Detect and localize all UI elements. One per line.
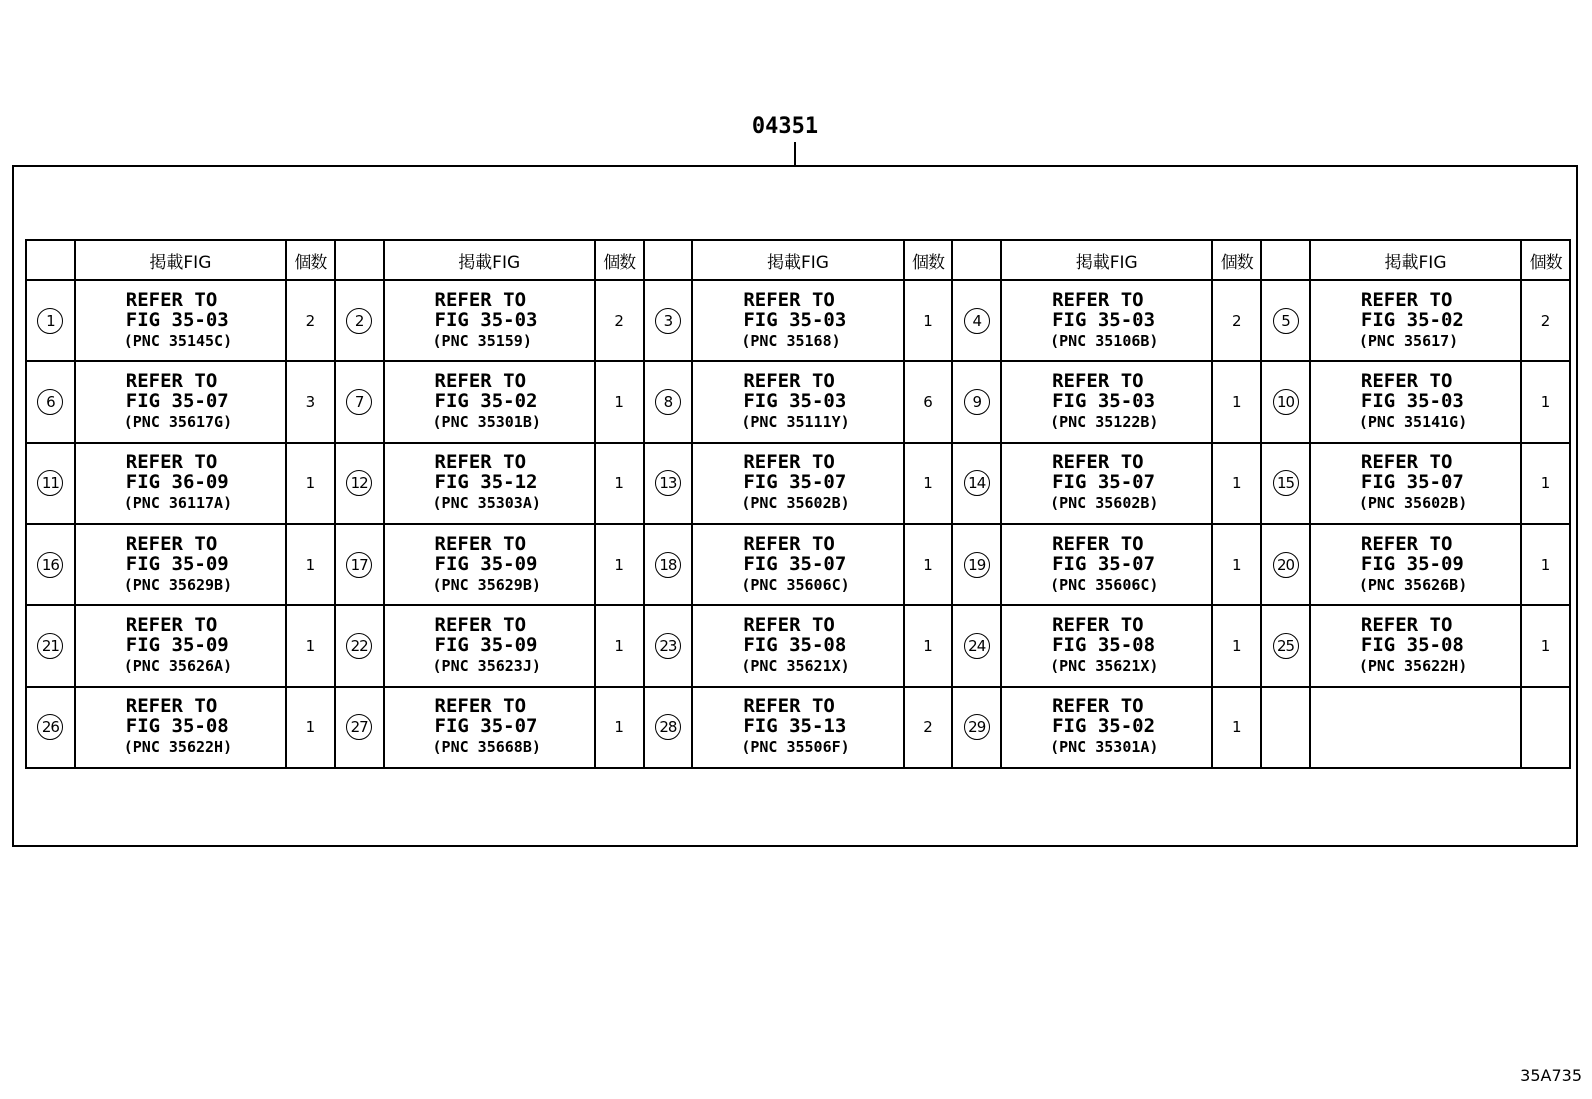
fig-reference: FIG 35-07 xyxy=(434,715,538,738)
table-row xyxy=(26,605,1570,686)
item-number-cell xyxy=(26,605,75,686)
item-reference-cell xyxy=(384,687,595,768)
header-number-cell xyxy=(952,240,1001,280)
item-number-cell xyxy=(26,361,75,442)
fig-reference: FIG 35-03 xyxy=(1052,389,1156,412)
item-number-cell xyxy=(1261,524,1310,605)
item-number-cell xyxy=(1261,361,1310,442)
item-quantity-cell: 1 xyxy=(1521,443,1570,524)
item-number-cell xyxy=(335,605,384,686)
item-number-cell xyxy=(335,524,384,605)
item-quantity-cell: 1 xyxy=(286,443,335,524)
refer-to-text: REFER TO xyxy=(125,451,218,474)
fig-reference: FIG 35-08 xyxy=(743,633,847,656)
circled-item-number: 12 xyxy=(346,470,372,496)
item-reference-cell xyxy=(692,605,903,686)
item-reference-cell xyxy=(1001,605,1212,686)
pnc-code: (PNC 35303A) xyxy=(432,494,541,513)
pnc-code: (PNC 35145C) xyxy=(123,331,233,350)
item-number-cell xyxy=(26,280,75,361)
fig-reference: FIG 35-13 xyxy=(743,715,847,738)
item-quantity-cell: 1 xyxy=(1521,605,1570,686)
header-number-cell xyxy=(644,240,693,280)
circled-item-number: 10 xyxy=(1273,389,1299,415)
item-reference-cell xyxy=(75,605,286,686)
header-ref-cell: 掲載FIG xyxy=(1001,240,1212,280)
fig-reference: FIG 35-08 xyxy=(1360,633,1464,656)
pnc-code: (PNC 35506F) xyxy=(741,738,850,757)
refer-to-text: REFER TO xyxy=(1360,532,1453,555)
header-qty-cell: 個数 xyxy=(904,240,953,280)
circled-item-number: 8 xyxy=(655,389,681,415)
circled-item-number: 9 xyxy=(964,389,990,415)
item-number-cell xyxy=(644,361,693,442)
item-reference-cell xyxy=(1001,687,1212,768)
item-reference-cell xyxy=(384,361,595,442)
fig-reference: FIG 36-09 xyxy=(125,471,229,494)
pnc-code: (PNC 35629B) xyxy=(123,575,233,594)
item-number-cell xyxy=(26,687,75,768)
refer-to-text: REFER TO xyxy=(434,695,527,718)
circled-item-number: 14 xyxy=(964,470,990,496)
pnc-code: (PNC 35602B) xyxy=(741,494,850,513)
circled-item-number: 6 xyxy=(37,389,63,415)
item-quantity-cell: 1 xyxy=(1212,361,1261,442)
fig-reference: FIG 35-07 xyxy=(743,471,847,494)
item-number-cell xyxy=(952,605,1001,686)
item-quantity-cell: 2 xyxy=(286,280,335,361)
item-quantity-cell: 6 xyxy=(904,361,953,442)
item-quantity-cell: 3 xyxy=(286,361,335,442)
item-reference-cell xyxy=(692,361,903,442)
circled-item-number: 7 xyxy=(346,389,372,415)
circled-item-number: 11 xyxy=(37,470,63,496)
pnc-code: (PNC 35606C) xyxy=(741,575,850,594)
fig-reference: FIG 35-07 xyxy=(125,389,229,412)
table-row xyxy=(26,687,1570,768)
table-row xyxy=(26,524,1570,605)
header-ref-cell: 掲載FIG xyxy=(1310,240,1521,280)
header-ref-cell: 掲載FIG xyxy=(384,240,595,280)
item-reference-cell xyxy=(1001,280,1212,361)
circled-item-number: 15 xyxy=(1273,470,1299,496)
circled-item-number: 21 xyxy=(37,633,63,659)
circled-item-number: 4 xyxy=(964,308,990,334)
item-quantity-cell: 1 xyxy=(904,605,953,686)
pnc-code: (PNC 35606C) xyxy=(1050,575,1159,594)
table-row xyxy=(26,280,1570,361)
circled-item-number: 20 xyxy=(1273,552,1299,578)
refer-to-text: REFER TO xyxy=(1052,613,1144,636)
header-qty-cell: 個数 xyxy=(286,240,335,280)
item-quantity-cell: 1 xyxy=(595,524,644,605)
refer-to-text: REFER TO xyxy=(125,288,218,311)
item-number-cell xyxy=(952,687,1001,768)
item-quantity-cell: 1 xyxy=(1212,443,1261,524)
fig-reference: FIG 35-03 xyxy=(125,308,229,331)
refer-to-text: REFER TO xyxy=(434,369,527,392)
pnc-code: (PNC 35301A) xyxy=(1050,738,1159,757)
pnc-code: (PNC 35629B) xyxy=(432,575,541,594)
circled-item-number: 13 xyxy=(655,470,681,496)
refer-to-text: REFER TO xyxy=(1052,288,1144,311)
item-quantity-cell: 1 xyxy=(286,524,335,605)
item-reference-cell xyxy=(75,361,286,442)
refer-to-text: REFER TO xyxy=(125,613,218,636)
item-number-cell xyxy=(644,443,693,524)
item-reference-cell xyxy=(384,605,595,686)
circled-item-number: 19 xyxy=(964,552,990,578)
item-reference-cell xyxy=(75,280,286,361)
item-reference-cell xyxy=(1310,605,1521,686)
item-quantity-cell: 1 xyxy=(1521,361,1570,442)
refer-to-text: REFER TO xyxy=(743,288,835,311)
pnc-code: (PNC 35668B) xyxy=(432,738,541,757)
refer-to-text: REFER TO xyxy=(1360,613,1453,636)
item-number-cell xyxy=(952,443,1001,524)
fig-reference: FIG 35-09 xyxy=(125,552,229,575)
item-number-cell xyxy=(1261,605,1310,686)
header-number-cell xyxy=(26,240,75,280)
pnc-code: (PNC 35106B) xyxy=(1050,331,1159,350)
pnc-code: (PNC 35617) xyxy=(1358,331,1459,350)
circled-item-number: 16 xyxy=(37,552,63,578)
item-reference-cell xyxy=(692,524,903,605)
header-ref-cell: 掲載FIG xyxy=(692,240,903,280)
item-number-cell xyxy=(952,361,1001,442)
item-number-cell xyxy=(644,687,693,768)
item-reference-cell xyxy=(1310,687,1521,768)
refer-to-text: REFER TO xyxy=(1052,451,1144,474)
item-quantity-cell: 1 xyxy=(1521,524,1570,605)
header-number-cell xyxy=(1261,240,1310,280)
item-number-cell xyxy=(335,687,384,768)
item-reference-cell xyxy=(1001,443,1212,524)
table-row xyxy=(26,443,1570,524)
item-reference-cell xyxy=(1310,524,1521,605)
pnc-code: (PNC 35301B) xyxy=(432,412,541,431)
item-reference-cell xyxy=(75,524,286,605)
refer-to-text: REFER TO xyxy=(743,695,835,718)
refer-to-text: REFER TO xyxy=(1360,451,1453,474)
assembly-number: 04351 xyxy=(751,114,819,139)
item-reference-cell xyxy=(384,280,595,361)
fig-reference: FIG 35-02 xyxy=(434,389,538,412)
circled-item-number: 3 xyxy=(655,308,681,334)
item-reference-cell xyxy=(692,280,903,361)
item-quantity-cell: 1 xyxy=(1212,524,1261,605)
item-quantity-cell: 1 xyxy=(286,687,335,768)
refer-to-text: REFER TO xyxy=(1052,369,1144,392)
item-reference-cell xyxy=(1310,443,1521,524)
fig-reference: FIG 35-02 xyxy=(1360,308,1464,331)
item-number-cell xyxy=(952,280,1001,361)
fig-reference: FIG 35-02 xyxy=(1052,715,1156,738)
item-number-cell xyxy=(644,280,693,361)
item-number-cell xyxy=(335,280,384,361)
table-row xyxy=(26,361,1570,442)
item-reference-cell xyxy=(75,687,286,768)
pnc-code: (PNC 35622H) xyxy=(1358,656,1468,675)
pnc-code: (PNC 35617G) xyxy=(123,412,233,431)
item-number-cell xyxy=(335,443,384,524)
item-reference-cell xyxy=(384,524,595,605)
item-number-cell xyxy=(644,605,693,686)
item-quantity-cell: 1 xyxy=(904,280,953,361)
pnc-code: (PNC 35141G) xyxy=(1358,412,1468,431)
item-quantity-cell: 1 xyxy=(904,524,953,605)
fig-reference: FIG 35-03 xyxy=(743,308,847,331)
item-quantity-cell: 1 xyxy=(286,605,335,686)
item-reference-cell xyxy=(1310,361,1521,442)
circled-item-number: 17 xyxy=(346,552,372,578)
circled-item-number: 1 xyxy=(37,308,63,334)
item-reference-cell xyxy=(1001,361,1212,442)
item-quantity-cell: 1 xyxy=(595,443,644,524)
refer-to-text: REFER TO xyxy=(125,369,218,392)
item-reference-cell xyxy=(1310,280,1521,361)
circled-item-number: 22 xyxy=(346,633,372,659)
fig-reference: FIG 35-09 xyxy=(434,552,538,575)
refer-to-text: REFER TO xyxy=(743,613,835,636)
circled-item-number: 29 xyxy=(964,714,990,740)
item-number-cell xyxy=(26,443,75,524)
parts-reference-table xyxy=(25,239,1571,769)
item-quantity-cell: 2 xyxy=(595,280,644,361)
leader-line xyxy=(794,142,796,166)
item-number-cell xyxy=(644,524,693,605)
refer-to-text: REFER TO xyxy=(434,288,527,311)
fig-reference: FIG 35-09 xyxy=(434,633,538,656)
item-quantity-cell: 2 xyxy=(1521,280,1570,361)
refer-to-text: REFER TO xyxy=(434,451,527,474)
item-quantity-cell: 1 xyxy=(595,687,644,768)
fig-reference: FIG 35-12 xyxy=(434,471,538,494)
circled-item-number: 28 xyxy=(655,714,681,740)
circled-item-number: 27 xyxy=(346,714,372,740)
refer-to-text: REFER TO xyxy=(1052,532,1144,555)
refer-to-text: REFER TO xyxy=(1360,369,1453,392)
fig-reference: FIG 35-09 xyxy=(1360,552,1464,575)
pnc-code: (PNC 35621X) xyxy=(1050,656,1159,675)
circled-item-number: 18 xyxy=(655,552,681,578)
refer-to-text: REFER TO xyxy=(125,532,218,555)
pnc-code: (PNC 35168) xyxy=(741,331,841,350)
fig-reference: FIG 35-03 xyxy=(434,308,538,331)
fig-reference: FIG 35-07 xyxy=(1052,552,1156,575)
item-number-cell xyxy=(26,524,75,605)
item-reference-cell xyxy=(692,443,903,524)
pnc-code: (PNC 35622H) xyxy=(123,738,233,757)
refer-to-text: REFER TO xyxy=(1052,695,1144,718)
pnc-code: (PNC 35626B) xyxy=(1358,575,1468,594)
circled-item-number: 24 xyxy=(964,633,990,659)
pnc-code: (PNC 35602B) xyxy=(1050,494,1159,513)
item-number-cell xyxy=(1261,443,1310,524)
header-qty-cell: 個数 xyxy=(1521,240,1570,280)
pnc-code: (PNC 35122B) xyxy=(1050,412,1159,431)
item-reference-cell xyxy=(75,443,286,524)
item-quantity-cell: 2 xyxy=(1212,280,1261,361)
circled-item-number: 2 xyxy=(346,308,372,334)
refer-to-text: REFER TO xyxy=(743,532,835,555)
circled-item-number: 26 xyxy=(37,714,63,740)
item-number-cell xyxy=(1261,687,1310,768)
fig-reference: FIG 35-07 xyxy=(743,552,847,575)
fig-reference: FIG 35-03 xyxy=(1360,389,1464,412)
refer-to-text: REFER TO xyxy=(125,695,218,718)
pnc-code: (PNC 35602B) xyxy=(1358,494,1468,513)
fig-reference: FIG 35-09 xyxy=(125,633,229,656)
item-quantity-cell xyxy=(1521,687,1570,768)
pnc-code: (PNC 36117A) xyxy=(123,494,233,513)
fig-reference: FIG 35-03 xyxy=(743,389,847,412)
item-quantity-cell: 1 xyxy=(595,605,644,686)
refer-to-text: REFER TO xyxy=(743,451,835,474)
item-quantity-cell: 1 xyxy=(595,361,644,442)
table-header-row xyxy=(26,240,1570,280)
pnc-code: (PNC 35159) xyxy=(432,331,532,350)
header-qty-cell: 個数 xyxy=(1212,240,1261,280)
item-number-cell xyxy=(1261,280,1310,361)
refer-to-text: REFER TO xyxy=(434,613,527,636)
fig-reference: FIG 35-08 xyxy=(1052,633,1156,656)
header-qty-cell: 個数 xyxy=(595,240,644,280)
pnc-code: (PNC 35621X) xyxy=(741,656,850,675)
item-reference-cell xyxy=(692,687,903,768)
item-quantity-cell: 1 xyxy=(1212,687,1261,768)
fig-reference: FIG 35-08 xyxy=(125,715,229,738)
pnc-code: (PNC 35111Y) xyxy=(741,412,850,431)
header-ref-cell: 掲載FIG xyxy=(75,240,286,280)
fig-reference: FIG 35-03 xyxy=(1052,308,1156,331)
pnc-code: (PNC 35623J) xyxy=(432,656,541,675)
item-quantity-cell: 2 xyxy=(904,687,953,768)
pnc-code: (PNC 35626A) xyxy=(123,656,233,675)
circled-item-number: 5 xyxy=(1273,308,1299,334)
fig-reference: FIG 35-07 xyxy=(1052,471,1156,494)
item-number-cell xyxy=(952,524,1001,605)
illustration-code: 35A735 xyxy=(1520,1066,1582,1085)
circled-item-number: 23 xyxy=(655,633,681,659)
item-quantity-cell: 1 xyxy=(1212,605,1261,686)
header-number-cell xyxy=(335,240,384,280)
item-reference-cell xyxy=(384,443,595,524)
fig-reference: FIG 35-07 xyxy=(1360,471,1464,494)
refer-to-text: REFER TO xyxy=(434,532,527,555)
item-reference-cell xyxy=(1001,524,1212,605)
item-quantity-cell: 1 xyxy=(904,443,953,524)
circled-item-number: 25 xyxy=(1273,633,1299,659)
refer-to-text: REFER TO xyxy=(1360,288,1453,311)
refer-to-text: REFER TO xyxy=(743,369,835,392)
item-number-cell xyxy=(335,361,384,442)
